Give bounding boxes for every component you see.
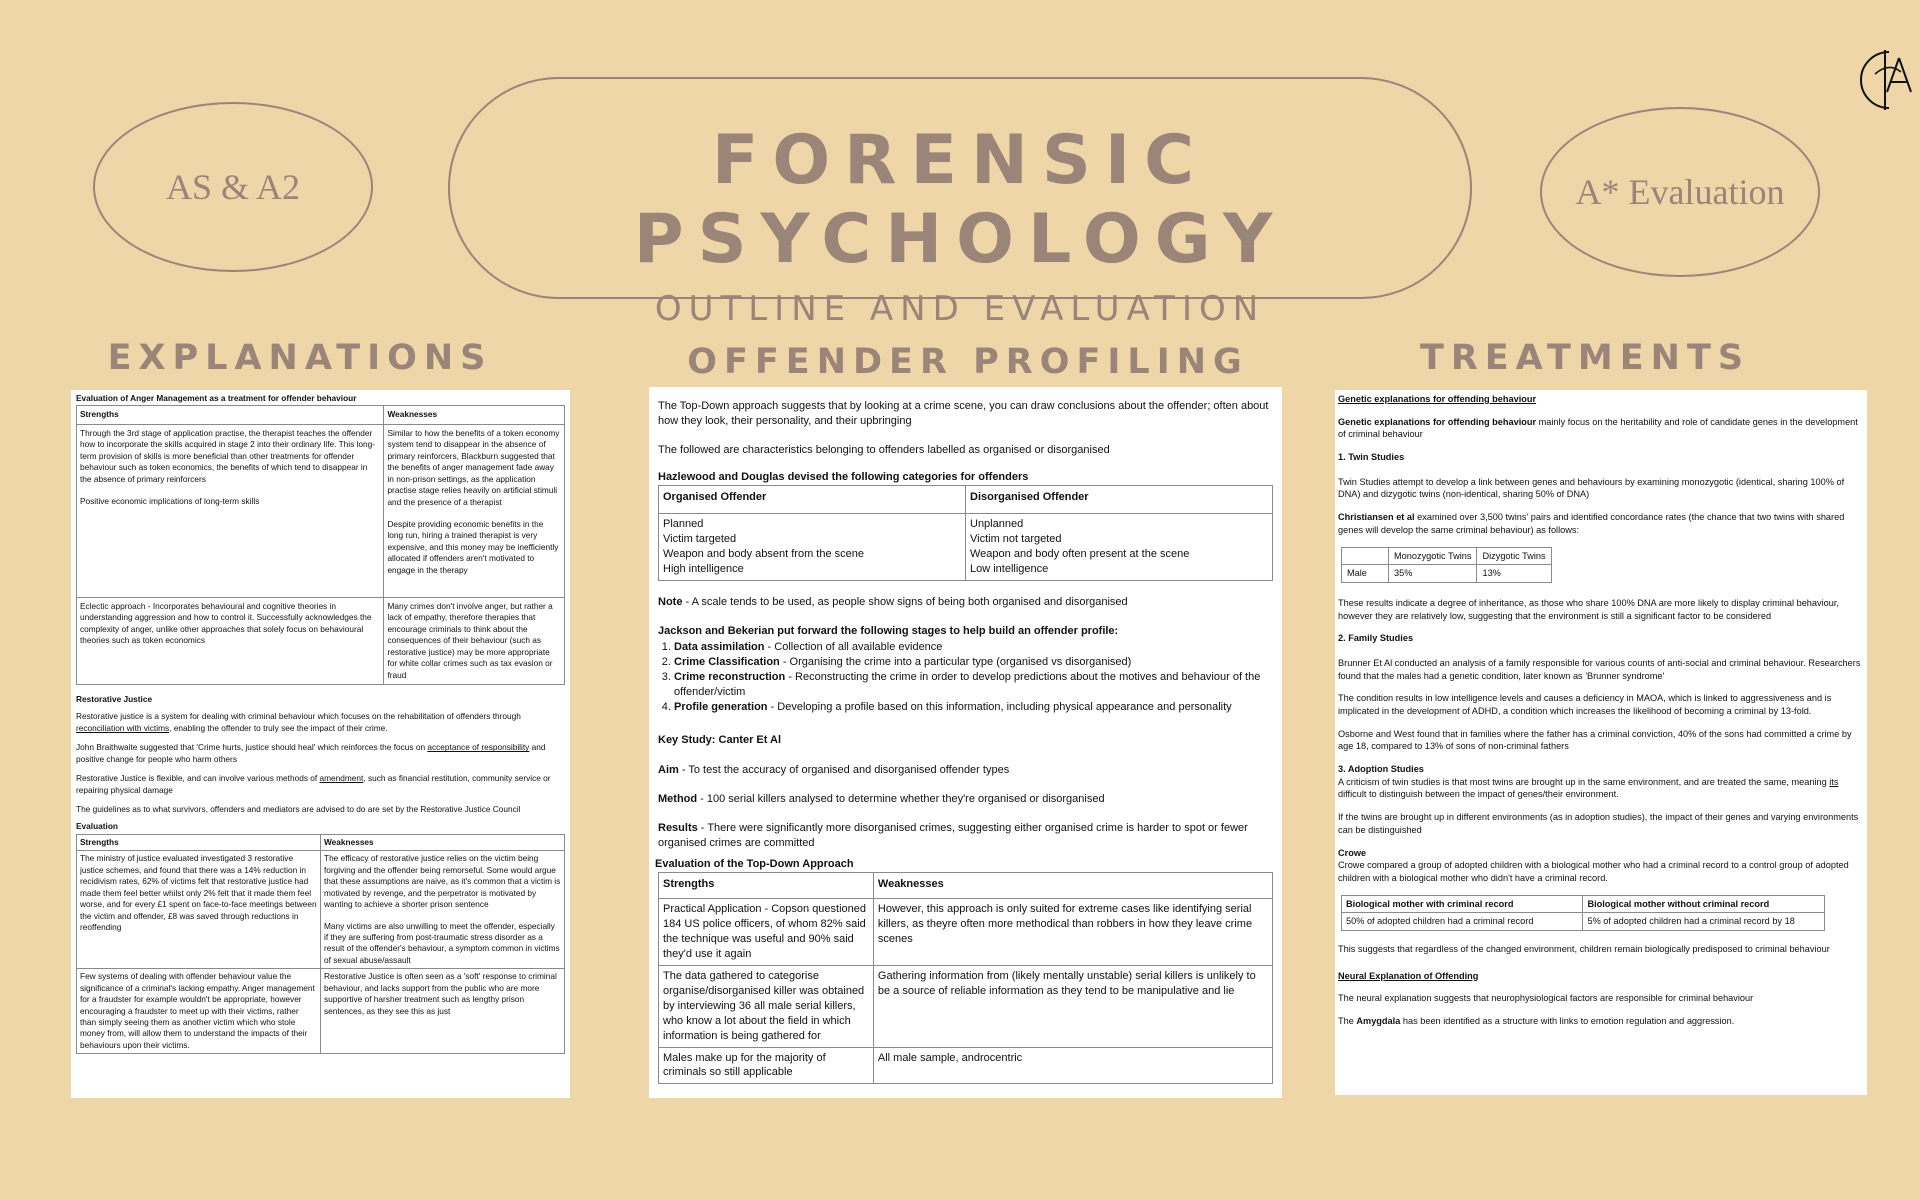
- grade-badge: [1540, 107, 1820, 277]
- paragraph: The neural explanation suggests that neurophysiological factors are responsible for criminal behaviour: [1338, 993, 1754, 1004]
- heading-explanations: EXPLANATIONS: [107, 338, 493, 378]
- twin-concordance-table: [1341, 547, 1552, 583]
- text: The: [1338, 1016, 1357, 1026]
- paragraph: [658, 595, 1273, 610]
- bold-label: Crime Classification: [674, 656, 780, 669]
- paragraph: The guidelines as to what survivors, offenders and mediators are advised to do are set by the Restorative Justice Council: [76, 804, 521, 814]
- text: and positive change for people who harm others: [76, 742, 546, 764]
- list-item: Low intelligence: [970, 562, 1049, 575]
- paragraph: If the twins are brought up in different environments (as in adoption studies), the impact of their genes and varying environments can be distinguished: [1338, 812, 1859, 835]
- treatments-panel: [1335, 390, 1867, 1095]
- text: examined over 3,500 twins' pairs and identified concordance rates (the chance that two twins with shared genes will develop the same criminal behaviour) as follows:: [1338, 512, 1845, 535]
- list-item: [674, 655, 1273, 670]
- table-cell: All male sample, androcentric: [873, 1047, 1272, 1084]
- title-banner: [448, 77, 1472, 329]
- underlined-text: amendment: [319, 773, 364, 784]
- text: - A scale tends to be used, as people show signs of being both organised and disorganised: [682, 595, 1128, 608]
- anger-management-table: [76, 405, 565, 685]
- categories-title: Hazlewood and Douglas devised the following categories for offenders: [658, 470, 1029, 483]
- cell-text: Many victims are also unwilling to meet the offender, especially if they are suffering from post-traumatic stress disorder as a result of the offender's behaviour, a symptom common in victims of sexual abuse/assault: [324, 920, 560, 965]
- table-cell: Eclectic approach - Incorporates behavioural and cognitive theories in understanding aggression and how to control it. Successfully acknowledges the complexity of anger, unlike other approaches that solely focus on behavioural theories such as token economics: [77, 597, 384, 684]
- paragraph: [1338, 511, 1864, 536]
- paragraph: These results indicate a degree of inheritance, as those who share 100% DNA are more likely to display criminal behaviour, however they are relatively low, suggesting that the environment is still a significant factor to be considered: [1338, 597, 1839, 621]
- level-badge: [93, 102, 373, 272]
- text: difficult to distinguish between the impact of genes/their environment.: [1338, 789, 1619, 800]
- table-cell: Practical Application - Copson questioned 184 US police officers, of whom 82% said the technique was useful and 90% said they'd use it again: [659, 898, 874, 965]
- cell-text: The efficacy of restorative justice relies on the victim being forgiving and the offender being remorseful. Some would argue that these assumptions are naive, as it's common that a victim is motivated by revenge, and the perpetrator is motivated by wanting to achieve a shorter prison sentence: [324, 853, 561, 910]
- bold-label: Data assimilation: [674, 641, 765, 654]
- text: Restorative Justice is flexible, and can involve various methods of: [76, 773, 320, 784]
- bold-label: Genetic explanations for offending behaviour: [1338, 416, 1537, 427]
- table-cell: 13%: [1477, 565, 1551, 583]
- paragraph: [1338, 776, 1864, 801]
- weaknesses-header: Weaknesses: [321, 834, 565, 850]
- heading-treatments: TREATMENTS: [1419, 338, 1751, 378]
- table-cell: Many crimes don't involve anger, but rather a lack of empathy, therefore therapies that encourage criminals to think about the consequences of their behaviour (such as restorative justice) may be more appropriate for white collar crimes such as tax evasion or fraud: [384, 597, 565, 684]
- grade-badge-text: A* Evaluation: [1575, 172, 1785, 212]
- brand-logo-icon: [1855, 44, 1915, 116]
- key-study-title: Key Study: Canter Et Al: [658, 734, 782, 747]
- table-cell: [384, 424, 565, 597]
- top-down-evaluation-table: [658, 872, 1273, 1084]
- restorative-justice-title: Restorative Justice: [76, 693, 153, 704]
- table-cell: 50% of adopted children had a criminal record: [1342, 913, 1583, 931]
- anger-management-title: Evaluation of Anger Management as a treatment for offender behaviour: [76, 393, 357, 403]
- paragraph: The condition results in low intelligence levels and causes a deficiency in MAOA, which is linked to aggressiveness and is implicated in the development of ADHD, a condition which increases the likelihood of becoming a criminal by 13-fold.: [1338, 693, 1832, 716]
- table-cell: 35%: [1389, 565, 1477, 583]
- bold-label: Amygdala: [1356, 1016, 1401, 1026]
- stages-title: Jackson and Bekerian put forward the following stages to help build an offender profile:: [658, 624, 1119, 637]
- genetic-title: Genetic explanations for offending behaviour: [1338, 394, 1537, 404]
- bold-label: Profile generation: [674, 701, 768, 714]
- table-cell: Gathering information from (likely mentally unstable) serial killers is unlikely to be a source of reliable information as they tend to be manipulative and lie: [873, 965, 1272, 1047]
- table-cell: [77, 424, 384, 597]
- table-cell: [966, 513, 1273, 580]
- weaknesses-header: Weaknesses: [384, 406, 565, 424]
- paragraph: [658, 792, 1273, 807]
- table-cell: [321, 851, 565, 969]
- list-item: Victim targeted: [663, 532, 737, 545]
- bold-label: Method: [658, 793, 698, 806]
- level-badge-text: AS & A2: [165, 167, 301, 207]
- text: John Braithwaite suggested that 'Crime hurts, justice should heal' which reinforces the focus on: [76, 742, 428, 753]
- bold-label: Crime reconstruction: [674, 671, 786, 684]
- text: A criticism of twin studies is that most twins are brought up in the same environment, and are treated the same, meaning: [1338, 776, 1830, 787]
- list-item: Weapon and body absent from the scene: [663, 547, 864, 560]
- stages-list: [658, 640, 1273, 715]
- table-cell: Biological mother without criminal record: [1583, 895, 1824, 913]
- page-subtitle: OUTLINE AND EVALUATION: [654, 289, 1266, 329]
- weaknesses-header: Weaknesses: [873, 872, 1272, 898]
- table-cell: The ministry of justice evaluated investigated 3 restorative justice schemes, and found that there was a 14% reduction in recidivism rates, 62% of victims felt that restorative justice had made them feel better whilst only 2% felt that it made them feel worse, and for every £1 spent on face-to-face meetings between the victim and offender, £8 was saved through reductions in reoffending: [77, 851, 321, 969]
- paragraph: [658, 821, 1273, 851]
- neural-title: Neural Explanation of Offending: [1338, 970, 1479, 981]
- family-studies-title: 2. Family Studies: [1338, 633, 1414, 644]
- twin-studies-title: 1. Twin Studies: [1338, 452, 1405, 463]
- text: - There were significantly more disorganised crimes, suggesting either organised crime is harder to spot or fewer organised crimes are committed: [658, 822, 1248, 850]
- text: - Developing a profile based on this information, including physical appearance and personality: [767, 701, 1232, 714]
- text: - To test the accuracy of organised and disorganised offender types: [678, 764, 1010, 777]
- table-cell: Monozygotic Twins: [1389, 547, 1477, 565]
- evaluation-title: Evaluation of the Top-Down Approach: [655, 858, 854, 871]
- paragraph: [76, 711, 565, 734]
- list-item: Weapon and body often present at the scene: [970, 547, 1190, 560]
- table-cell: The data gathered to categorise organise/disorganised killer was obtained by interviewing 36 all male serial killers, who know a lot about the field in which information is being gathered for: [659, 965, 874, 1047]
- table-cell: Dizygotic Twins: [1477, 547, 1551, 565]
- table-cell: Male: [1342, 565, 1389, 583]
- text: - 100 serial killers analysed to determine whether they're organised or disorganised: [697, 793, 1105, 806]
- underlined-text: its: [1829, 776, 1839, 787]
- page-title: FORENSIC PSYCHOLOGY: [633, 121, 1287, 279]
- adoption-studies-title: 3. Adoption Studies: [1338, 764, 1424, 775]
- text: , such as financial restitution, community service or repairing physical damage: [76, 773, 551, 795]
- offender-profiling-panel: [649, 387, 1282, 1098]
- cell-text: Through the 3rd stage of application practise, the therapist teaches the offender how to incorporate the skills acquired in stage 2 into their ordinary life. This long-term provision of skills is more beneficial than other treatments for offender behaviour such as token economics, the benefits of which tend to disappear in the absence of primary reinforcers: [80, 427, 376, 484]
- underlined-text: reconciliation with victims: [76, 722, 170, 733]
- table-cell: Males make up for the majority of criminals so still applicable: [659, 1047, 874, 1084]
- paragraph: The Top-Down approach suggests that by looking at a crime scene, you can draw conclusions about the offender; often about how they look, their personality, and their upbringing: [658, 400, 1269, 427]
- cell-text: Similar to how the benefits of a token economy system tend to disappear in the absence of primary reinforcers, Blackburn suggested that the benefits of anger management fade away in non-prison settings, as the application practise stage relies heavily on artificial stimuli and the presence of a therapist: [387, 427, 560, 507]
- list-item: Planned: [663, 517, 704, 530]
- text: has been identified as a structure with links to emotion regulation and aggression.: [1400, 1016, 1735, 1026]
- paragraph: [658, 763, 1273, 778]
- list-item: [674, 640, 1273, 655]
- list-item: [674, 670, 1273, 700]
- table-cell: Biological mother with criminal record: [1342, 895, 1583, 913]
- table-cell: 5% of adopted children had a criminal record by 18: [1583, 913, 1824, 931]
- bold-label: Aim: [658, 764, 679, 777]
- crowe-title: Crowe: [1338, 847, 1367, 858]
- paragraph: [1338, 1015, 1864, 1028]
- paragraph: The followed are characteristics belonging to offenders labelled as organised or disorganised: [658, 443, 1110, 456]
- table-cell: [1342, 547, 1389, 565]
- offender-categories-table: [658, 485, 1273, 581]
- text: - Collection of all available evidence: [764, 641, 943, 654]
- paragraph: [76, 742, 565, 765]
- table-cell: However, this approach is only suited for extreme cases like identifying serial killers, as theyre often more methodical than robbers in how they leave crime scenes: [873, 898, 1272, 965]
- text: , enabling the offender to truly see the impact of their crime.: [169, 722, 388, 733]
- list-item: High intelligence: [663, 562, 744, 575]
- list-item: Unplanned: [970, 517, 1024, 530]
- cell-text: Despite providing economic benefits in the long run, hiring a trained therapist is very expensive, and this money may be inefficiently allocated if offenders aren't motivated to engage in the therapy: [387, 518, 559, 575]
- paragraph: [76, 773, 565, 796]
- paragraph: This suggests that regardless of the changed environment, children remain biologically predisposed to criminal behaviour: [1338, 943, 1830, 954]
- text: Restorative justice is a system for dealing with criminal behaviour which focuses on the rehabilitation of offenders through: [76, 711, 521, 722]
- heading-offender-profiling: OFFENDER PROFILING: [687, 342, 1249, 382]
- paragraph: [1338, 416, 1864, 441]
- table-cell: Few systems of dealing with offender behaviour value the significance of a criminal's lacking empathy. Anger management for a fraudster for example wouldn't be appropriate, however encouraging a fraudster to meet up with their victims, rather than simply seeing them as another victim which who stole money from, will allow them to understand the impacts of their behaviours upon their victims.: [77, 969, 321, 1054]
- strengths-header: Strengths: [77, 406, 384, 424]
- list-item: Victim not targeted: [970, 532, 1062, 545]
- cell-text: Positive economic implications of long-term skills: [80, 496, 260, 507]
- underlined-text: acceptance of responsibility: [427, 742, 530, 753]
- organised-header: Organised Offender: [659, 485, 966, 513]
- paragraph: Twin Studies attempt to develop a link between genes and behaviours by examining monozygotic (identical, sharing 100% of DNA) and dizygotic twins (non-identical, sharing 50% of DNA): [1338, 476, 1845, 500]
- table-cell: Restorative Justice is often seen as a 'soft' response to criminal behaviour, and lacks support from the public who are more supportive of harsher treatment such as lengthy prison sentences, as they see this as just: [321, 969, 565, 1054]
- evaluation-title: Evaluation: [76, 821, 118, 832]
- explanations-panel: [71, 390, 570, 1098]
- text: - Organising the crime into a particular type (organised vs disorganised): [779, 656, 1132, 669]
- crowe-table: [1341, 895, 1825, 931]
- strengths-header: Strengths: [659, 872, 874, 898]
- bold-label: Christiansen et al: [1338, 512, 1415, 523]
- list-item: [674, 700, 1273, 715]
- paragraph: Brunner Et Al conducted an analysis of a family responsible for various counts of anti-social and criminal behaviour. Researchers found that the males had a genetic condition, later known as 'Brunner syndrome': [1338, 657, 1861, 681]
- text: - Reconstructing the crime in order to develop predictions about the motives and behaviour of the offender/victim: [674, 671, 1261, 699]
- restorative-justice-table: [76, 834, 565, 1054]
- table-cell: [659, 513, 966, 580]
- bold-label: Note: [658, 595, 683, 608]
- strengths-header: Strengths: [77, 834, 321, 850]
- text: mainly focus on the heritability and role of candidate genes in the development of criminal behaviour: [1338, 416, 1858, 440]
- paragraph: Crowe compared a group of adopted children with a biological mother who had a criminal record to a control group of adopted children with a biological mother who didn't have a criminal record.: [1338, 860, 1849, 883]
- paragraph: Osborne and West found that in families where the father has a criminal conviction, 40% of the sons had committed a crime by age 18, compared to 13% of sons of non-criminal fathers: [1338, 728, 1852, 752]
- bold-label: Results: [658, 822, 698, 835]
- disorganised-header: Disorganised Offender: [966, 485, 1273, 513]
